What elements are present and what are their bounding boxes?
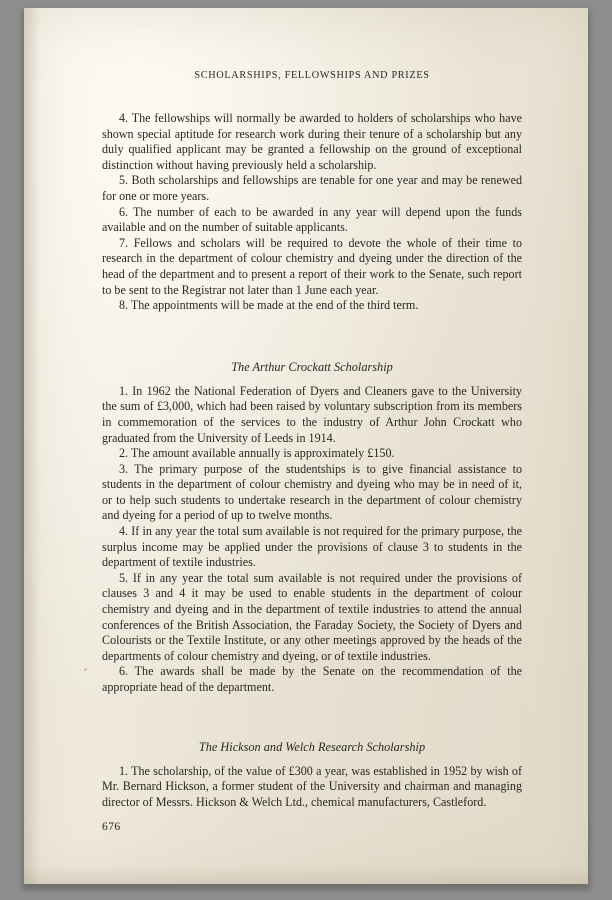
section-heading: The Arthur Crockatt Scholarship bbox=[231, 359, 393, 374]
paragraph: 8. The appointments will be made at the end of the third term. bbox=[119, 298, 419, 313]
paragraph: 7. Fellows and scholars will be required to devote the whole of their time to research in the department of colour chemistry and dyeing under the direction of the head of the department and to present a report of their work to the Senate, such report to be sent to the Registrar not later than 1 June each year. bbox=[102, 235, 522, 297]
paragraph: 6. The awards shall be made by the Senate on the recommendation of the appropriate head of the department. bbox=[102, 664, 522, 694]
paragraph: 2. The amount available annually is approximately £150. bbox=[119, 446, 395, 461]
document-page bbox=[24, 8, 588, 884]
section-heading: The Hickson and Welch Research Scholarship bbox=[198, 739, 426, 754]
section-spacer bbox=[102, 696, 522, 716]
paragraph: 3. The primary purpose of the studentships is to give financial assistance to students in the department of colour chemistry and dyeing who may be in need of it, or to help such students to undertake research in the department of colour chemistry and dyeing for a period of up to twelve months. bbox=[102, 461, 522, 523]
page-number: 676 bbox=[102, 820, 121, 833]
page-edge-shading-left bbox=[24, 8, 40, 884]
text-column bbox=[102, 70, 522, 810]
paragraph: 4. The fellowships will normally be awarded to holders of scholarships who have shown special aptitude for research work during their tenure of a scholarship but any duly qualified applicant may be granted a fellowship on the ground of exceptional distinction without having previously held a scholarship. bbox=[102, 111, 522, 172]
paragraph: 1. The scholarship, of the value of £300 a year, was established in 1952 by wish of Mr. Bernard Hickson, a former student of the University and chairman and managing director of Messrs. Hickson & Welch Ltd., chemical manufacturers, Castleford. bbox=[102, 763, 522, 809]
paragraph: 5. If in any year the total sum available is not required under the provisions of clauses 3 and 4 it may be used to enable students in the department of colour chemistry and dyeing and in the department of textile industries to attend the annual conferences of the British Association, the Faraday Society, the Society of Dyers and Colourists or the Textile Institute, or any other meetings approved by the heads of the departments of colour chemistry and dyeing, or of textile industries. bbox=[102, 570, 522, 663]
running-head: SCHOLARSHIPS, FELLOWSHIPS AND PRIZES bbox=[194, 70, 430, 81]
paragraph: 5. Both scholarships and fellowships are tenable for one year and may be renewed for one or more years. bbox=[102, 173, 522, 203]
paragraph: 6. The number of each to be awarded in any year will depend upon the funds available and on the number of suitable applicants. bbox=[102, 204, 522, 235]
paper-speck bbox=[84, 668, 87, 671]
paragraph: 1. In 1962 the National Federation of Dyers and Cleaners gave to the University the sum of £3,000, which had been raised by voluntary subscription from its members in commemoration of the services to the industry of Arthur John Crockatt who graduated from the University of Leeds in 1914. bbox=[102, 383, 522, 445]
page-edge-shading-bottom bbox=[24, 866, 588, 884]
section-spacer bbox=[102, 314, 522, 334]
paragraph: 4. If in any year the total sum available is not required for the primary purpose, the surplus income may be applied under the provisions of clause 3 to students in the department of textile industries. bbox=[102, 524, 522, 570]
